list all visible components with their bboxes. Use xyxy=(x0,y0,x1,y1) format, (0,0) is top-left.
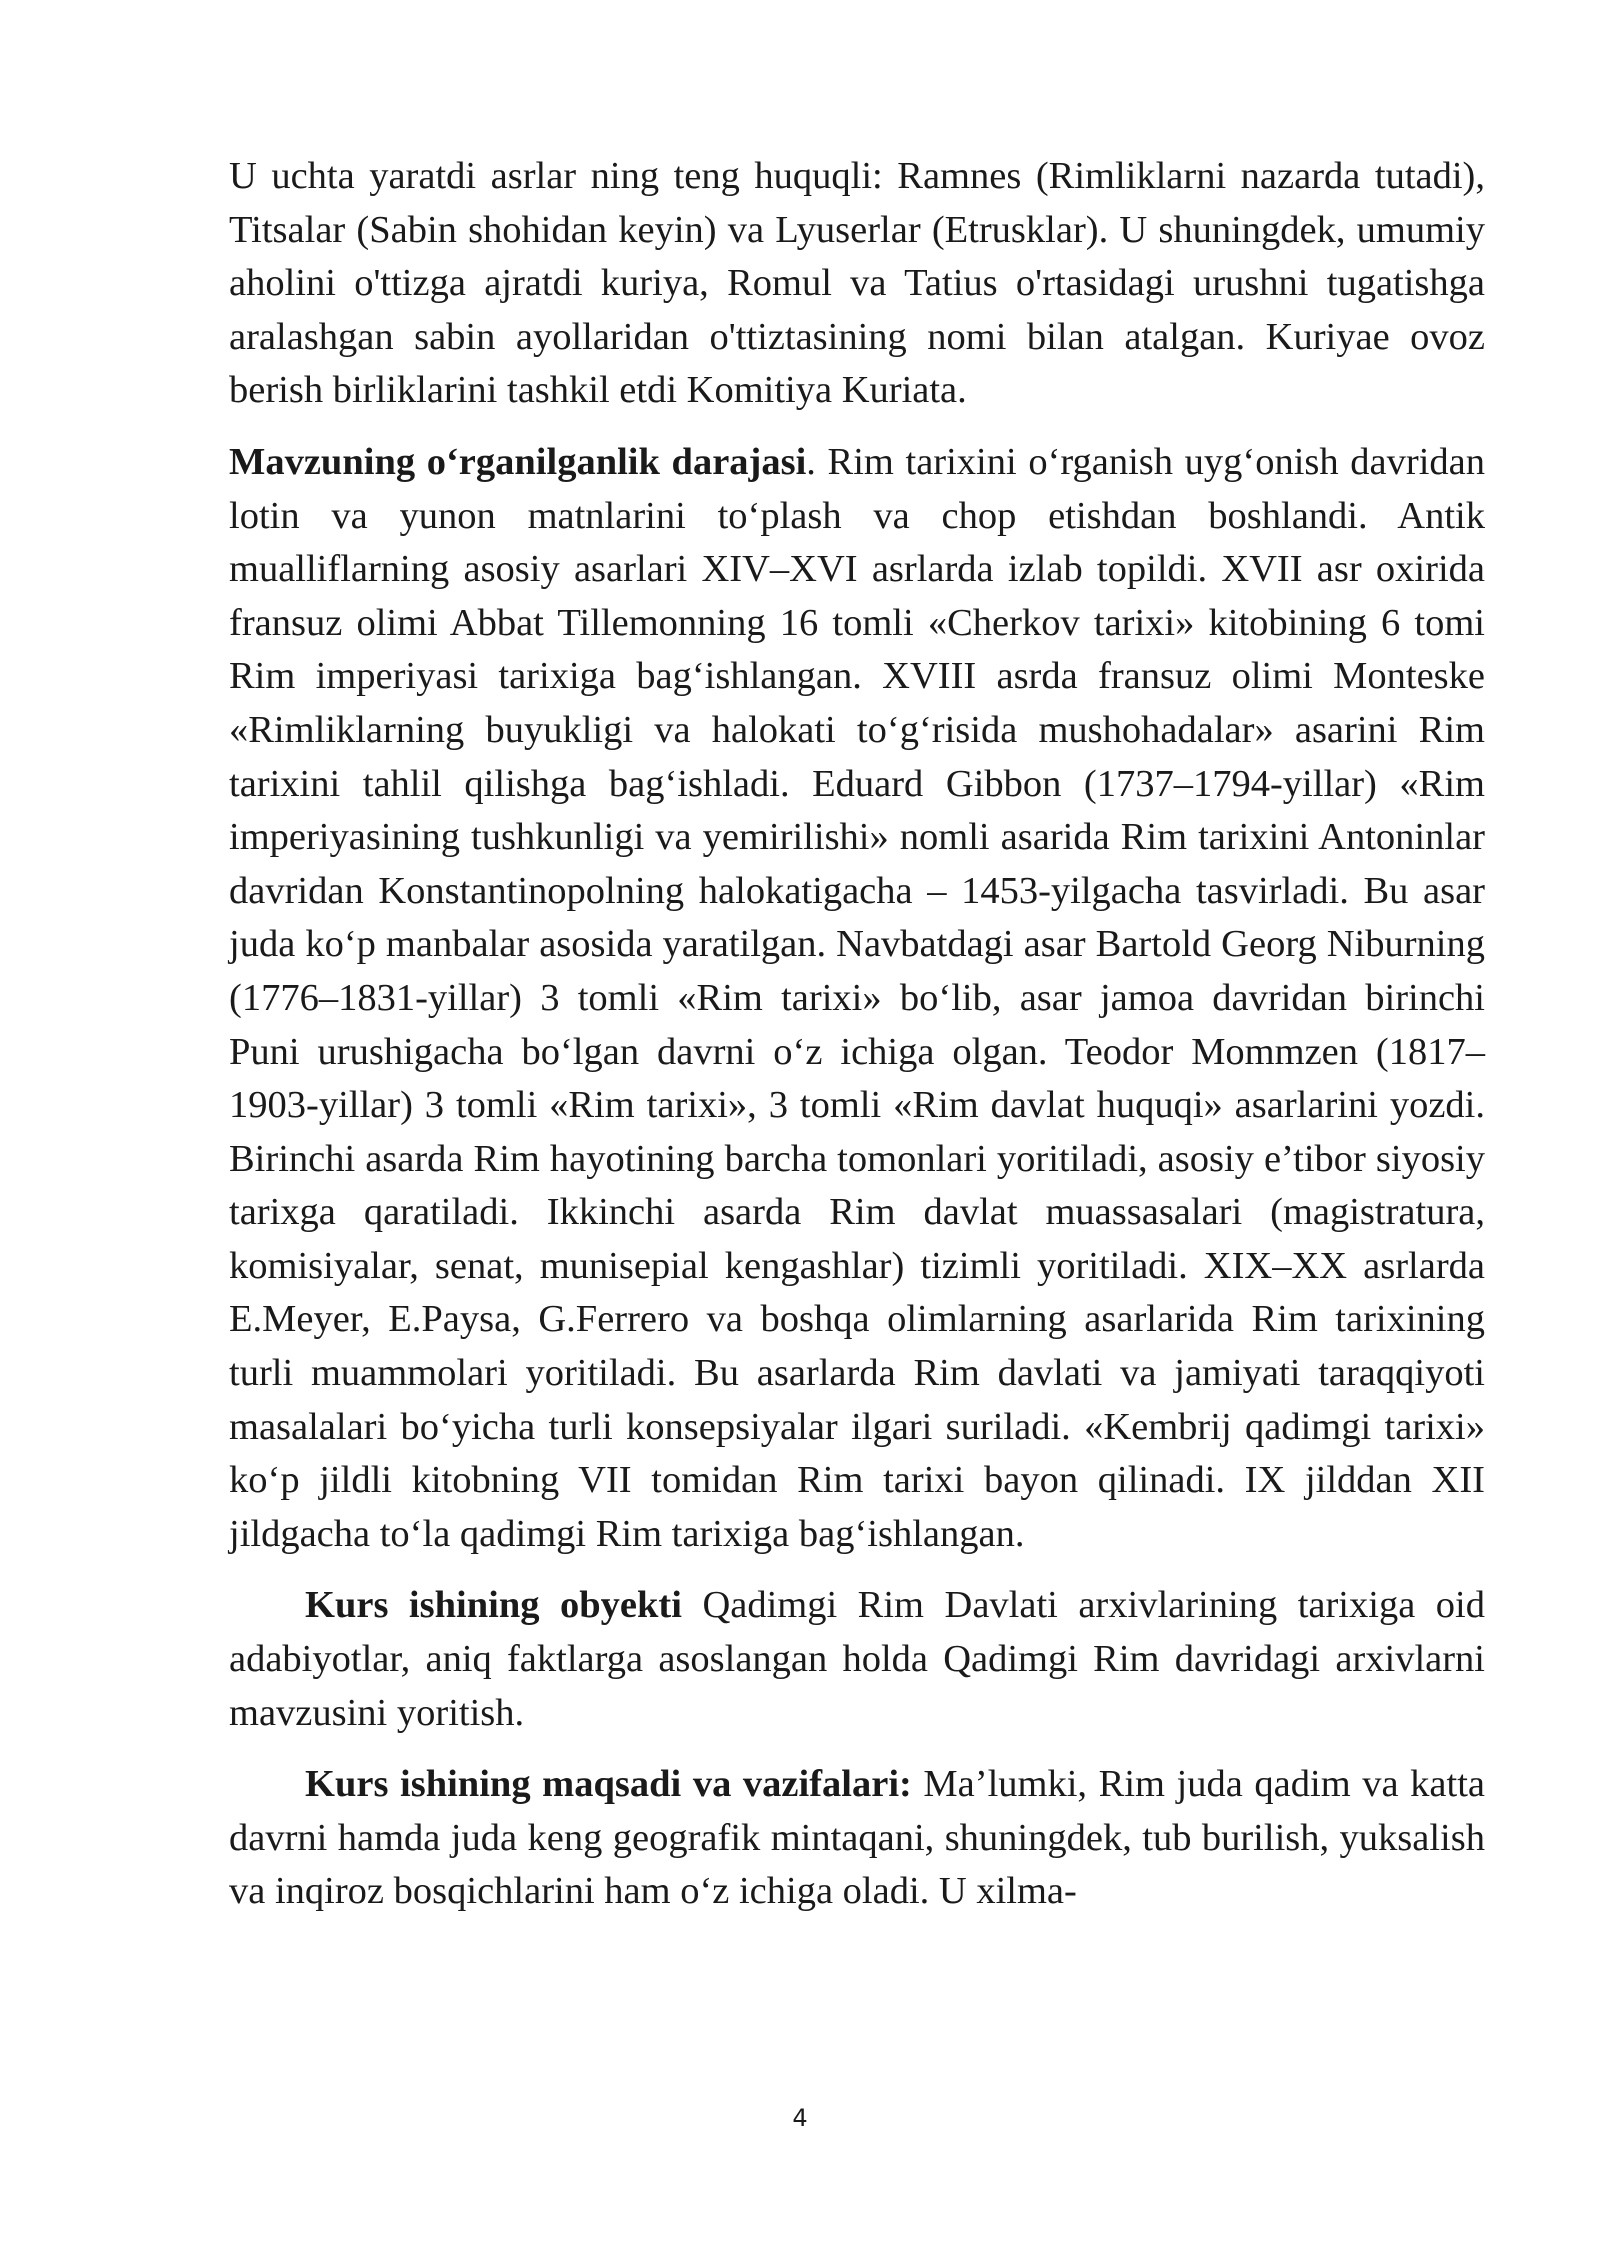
paragraph-course-object-heading: Kurs ishining obyekti xyxy=(305,1584,682,1627)
paragraph-intro xyxy=(229,150,1485,418)
paragraph-course-object-text: Qadimgi Rim Davlati arxivlarining tarixiga oid adabiyotlar, aniq faktlarga asoslangan holda Qadimgi Rim davridagi arxivlarni mavzusini yoritish. xyxy=(229,1584,1485,1734)
paragraph-course-goals-text: Ma’lumki, Rim juda qadim va katta davrni hamda juda keng geografik mintaqani, shuningdek, tub burilish, yuksalish va inqiroz bosqichlarini ham o‘z ichiga oladi. U xilma- xyxy=(229,1763,1485,1913)
paragraph-intro-text: U uchta yaratdi asrlar ning teng huquqli: Ramnes (Rimliklarni nazarda tutadi), Titsalar (Sabin shohidan keyin) va Lyuserlar (Etrusklar). U shuningdek, umumiy aholini o'ttizga ajratdi kuriya, Romul va Tatius o'rtasidagi urushni tugatishga aralashgan sabin ayollaridan o'ttiztasining nomi bilan atalgan. Kuriyae ovoz berish birliklarini tashkil etdi Komitiya Kuriata. xyxy=(229,155,1485,412)
paragraph-research-level-heading: Mavzuning o‘rganilganlik darajasi xyxy=(229,440,807,483)
paragraph-course-object xyxy=(229,1579,1485,1740)
page-number: 4 xyxy=(792,2104,808,2132)
paragraph-course-goals-heading: Kurs ishining maqsadi va vazifalari: xyxy=(305,1763,912,1806)
paragraph-research-level-text: . Rim tarixini o‘rganish uyg‘onish davridan lotin va yunon matnlarini to‘plash va chop etishdan boshlandi. Antik mualliflarning asosiy asarlari XIV–XVI asrlarda izlab topildi. XVII asr oxirida fransuz olimi Abbat Tillemonning 16 tomli «Cherkov tarixi» kitobining 6 tomi Rim imperiyasi tarixiga bag‘ishlangan. XVIII asrda fransuz olimi Monteske «Rimliklarning buyukligi va halokati to‘g‘risida mushohadalar» asarini Rim tarixini tahlil qilishga bag‘ishladi. Eduard Gibbon (1737–1794-yillar) «Rim imperiyasining tushkunligi va yemirilishi» nomli asarida Rim tarixini Antoninlar davridan Konstantinopolning halokatigacha – 1453-yilgacha tasvirladi. Bu asar juda ko‘p manbalar asosida yaratilgan. Navbatdagi asar Bartold Georg Niburning (1776–1831-yillar) 3 tomli «Rim tarixi» bo‘lib, asar jamoa davridan birinchi Puni urushigacha bo‘lgan davrni o‘z ichiga olgan. Teodor Mommzen (1817–1903-yillar) 3 tomli «Rim tarixi», 3 tomli «Rim davlat huquqi» asarlarini yozdi. Birinchi asarda Rim hayotining barcha tomonlari yoritiladi, asosiy e’tibor siyosiy tarixga qaratiladi. Ikkinchi asarda Rim davlat muassasalari (magistratura, komisiyalar, senat, munisepial kengashlar) tizimli yoritiladi. XIX–XX asrlarda E.Meyer, E.Paysa, G.Ferrero va boshqa olimlarning asarlarida Rim tarixining turli muammolari yoritiladi. Bu asarlarda Rim davlati va jamiyati taraqqiyoti masalalari bo‘yicha turli konsepsiyalar ilgari suriladi. «Kembrij qadimgi tarixi» ko‘p jildli kitobning VII tomidan Rim tarixi bayon qilinadi. IX jilddan XII jildgacha to‘la qadimgi Rim tarixiga bag‘ishlangan. xyxy=(229,440,1485,1555)
document-page xyxy=(229,150,1485,1919)
paragraph-research-level xyxy=(229,436,1485,1561)
paragraph-course-goals xyxy=(229,1758,1485,1919)
